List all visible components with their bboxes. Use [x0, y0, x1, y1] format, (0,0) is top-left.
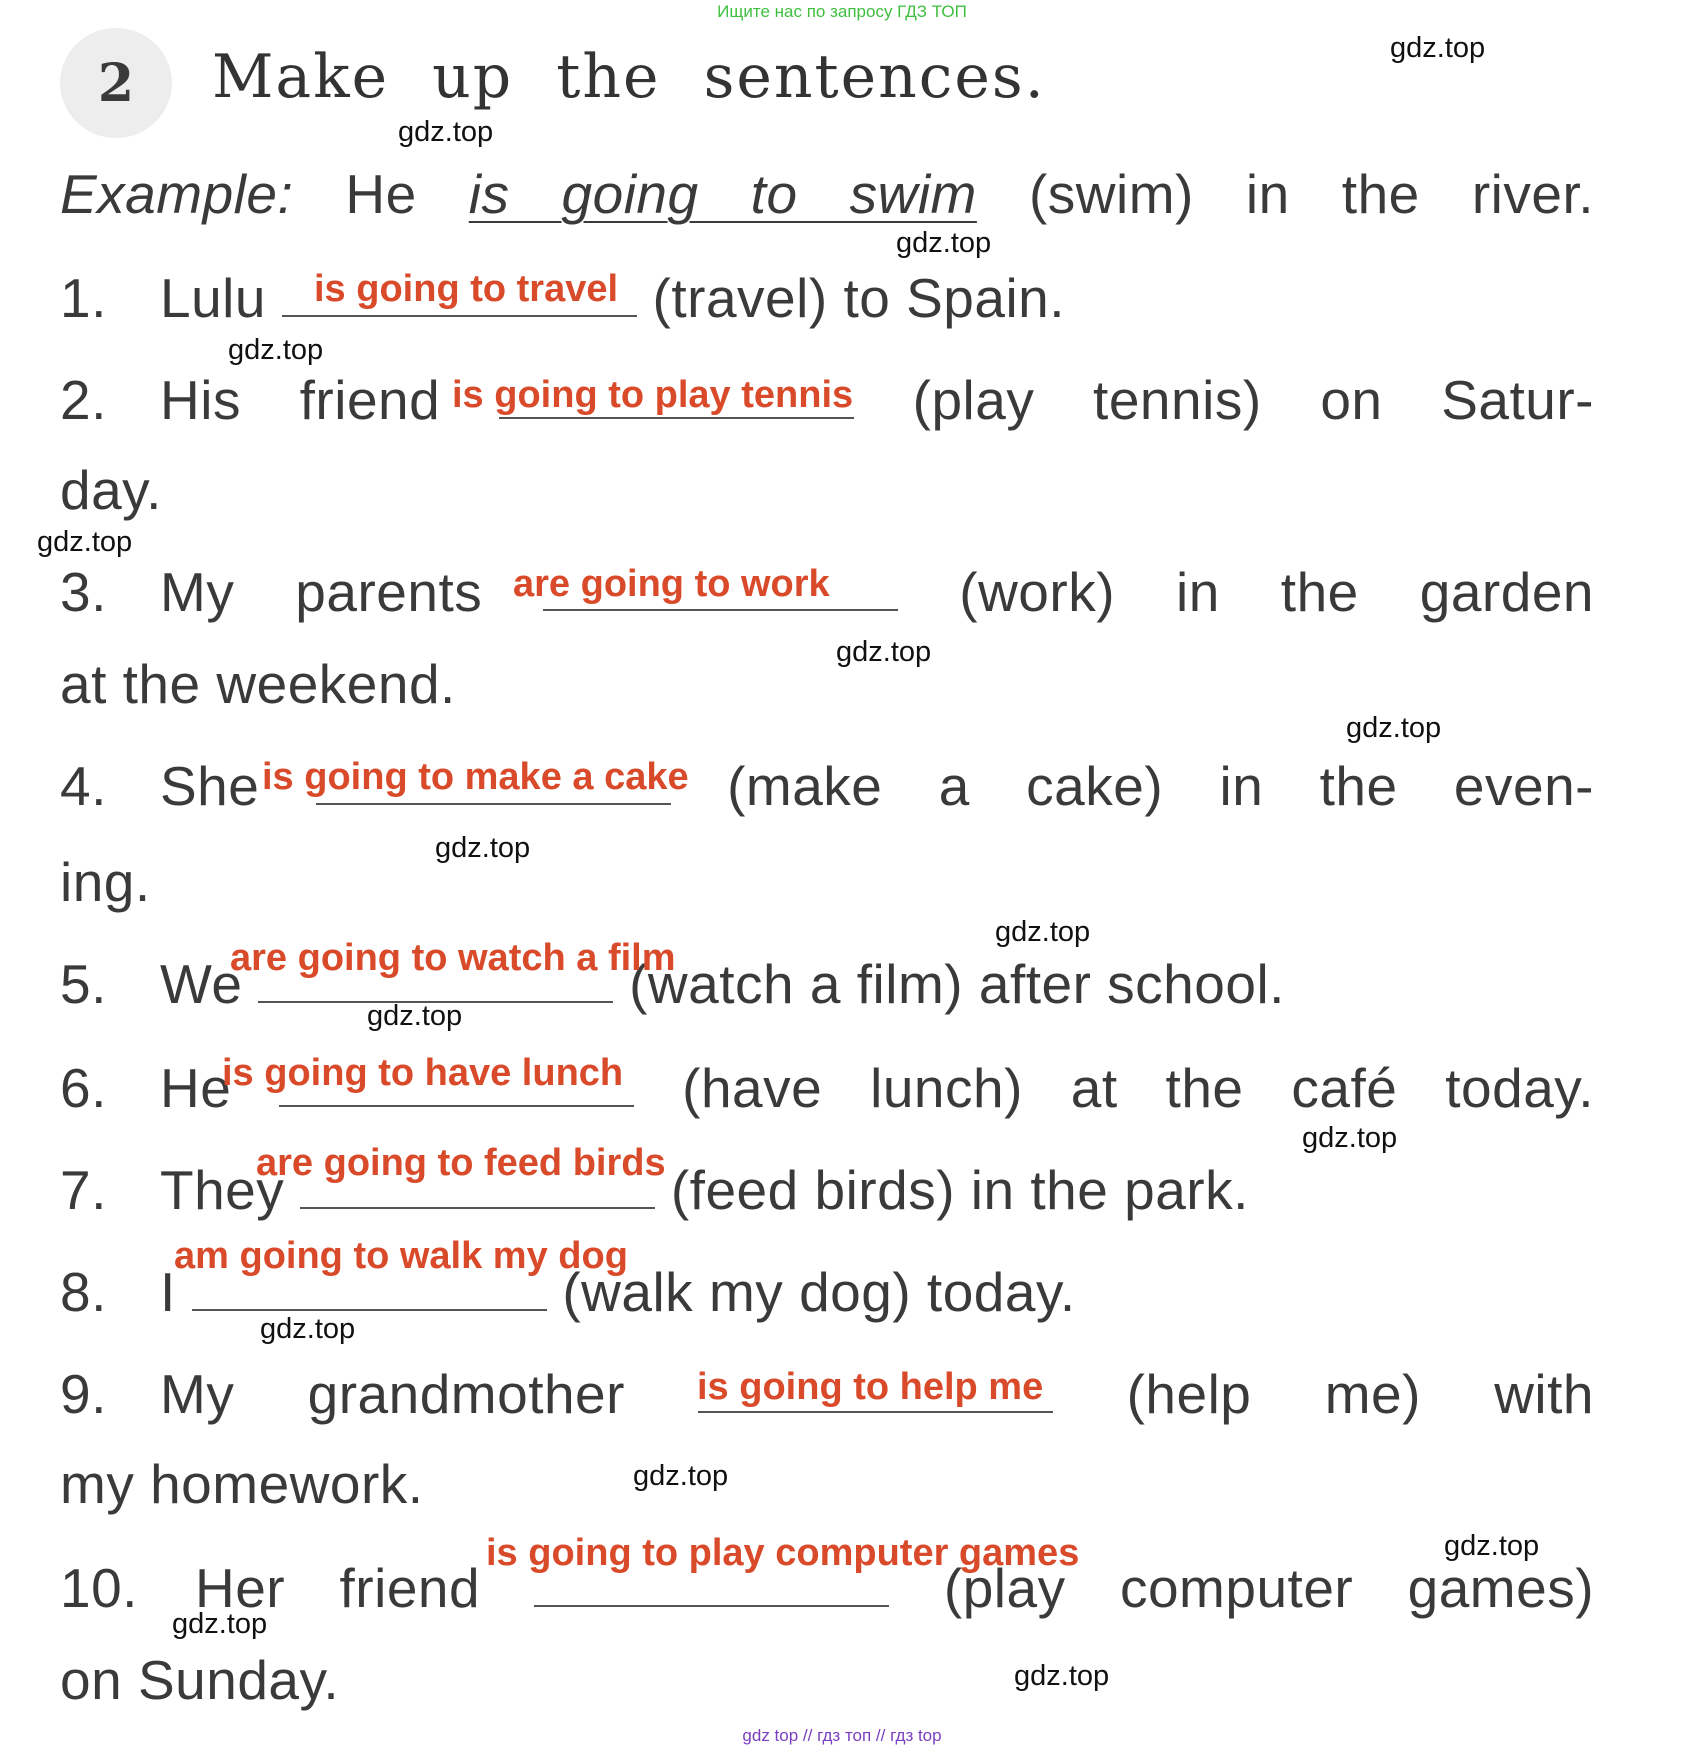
watermark: gdz.top — [172, 1608, 268, 1640]
watermark: gdz.top — [398, 116, 494, 148]
watermark: gdz.top — [995, 916, 1091, 948]
answer-text: are going to watch a film — [230, 937, 676, 979]
sentence-9-continuation: my homework. — [60, 1453, 424, 1515]
sentence-number: 10. — [60, 1557, 138, 1619]
answer-text: is going to play tennis — [452, 374, 854, 416]
sentence-number: 8. — [60, 1261, 107, 1323]
sentence-number: 4. — [60, 755, 107, 817]
example-label: Example: — [60, 163, 294, 225]
sentence-after: (have lunch) at the café today. — [682, 1057, 1595, 1119]
example-before: He — [345, 163, 417, 225]
sentence-before: They — [160, 1159, 285, 1221]
task-number-badge: 2 — [60, 28, 172, 138]
sentence-after: (walk my dog) today. — [562, 1261, 1076, 1323]
sentence-4-continuation: ing. — [60, 851, 151, 913]
header-note: Ищите нас по запросу ГДЗ ТОП — [717, 2, 967, 21]
sentence-after: (watch a film) after school. — [629, 953, 1285, 1015]
sentence-after: (make a cake) in the even- — [727, 755, 1595, 817]
sentence-number: 1. — [60, 267, 107, 329]
sentence-before: We — [160, 953, 243, 1015]
watermark: gdz.top — [836, 636, 932, 668]
answer-text: is going to travel — [314, 268, 619, 310]
watermark: gdz.top — [260, 1313, 356, 1345]
watermark: gdz.top — [1014, 1660, 1110, 1692]
watermark: gdz.top — [1346, 712, 1442, 744]
answer-text: is going to play computer games — [486, 1532, 1080, 1574]
sentence-before: I — [160, 1261, 176, 1323]
watermark: gdz.top — [435, 832, 531, 864]
sentence-number: 2. — [60, 369, 107, 431]
sentence-2-continuation: day. — [60, 459, 162, 521]
sentence-before: Lulu — [160, 267, 266, 329]
sentence-number: 7. — [60, 1159, 107, 1221]
sentence-after: (travel) to Spain. — [652, 267, 1066, 329]
sentence-before: My grandmother — [160, 1363, 625, 1425]
watermark: gdz.top — [896, 227, 992, 259]
sentence-3-continuation: at the weekend. — [60, 653, 456, 715]
sentence-before: His friend — [160, 369, 441, 431]
sentence-before: He — [160, 1057, 232, 1119]
watermark: gdz.top — [1302, 1122, 1398, 1154]
watermark: gdz.top — [1390, 32, 1486, 64]
sentence-number: 9. — [60, 1363, 107, 1425]
sentence-before: She — [160, 755, 260, 817]
watermark: gdz.top — [633, 1460, 729, 1492]
sentence-number: 6. — [60, 1057, 107, 1119]
answer-text: is going to make a cake — [262, 756, 689, 798]
sentence-before: Her friend — [195, 1557, 481, 1619]
watermark: gdz.top — [228, 334, 324, 366]
answer-text: is going to have lunch — [222, 1052, 624, 1094]
sentence-before: My parents — [160, 561, 483, 623]
example-after: (swim) in the river. — [1028, 163, 1595, 225]
example-line — [60, 162, 1594, 226]
sentence-number: 5. — [60, 953, 107, 1015]
answer-text: are going to work — [513, 563, 830, 605]
sentence-after: (help me) with — [1126, 1363, 1595, 1425]
answer-text: are going to feed birds — [256, 1142, 666, 1184]
sentence-after: (play tennis) on Satur- — [912, 369, 1594, 431]
watermark: gdz.top — [367, 1000, 463, 1032]
watermark: gdz.top — [37, 526, 133, 558]
sentence-number: 3. — [60, 561, 107, 623]
sentence-after: (work) in the garden — [959, 561, 1595, 623]
sentence-after: (feed birds) in the park. — [670, 1159, 1249, 1221]
sentence-10-continuation: on Sunday. — [60, 1649, 340, 1711]
answer-text: is going to help me — [697, 1366, 1044, 1408]
footer-note: gdz top // гдз топ // гдз top — [742, 1726, 942, 1745]
sentence-after: (play computer games) — [943, 1557, 1595, 1619]
watermark: gdz.top — [1444, 1530, 1540, 1562]
task-title: Make up the sentences. — [212, 42, 1046, 112]
example-answer: is going to swim — [468, 163, 977, 225]
answer-text: am going to walk my dog — [174, 1235, 628, 1277]
